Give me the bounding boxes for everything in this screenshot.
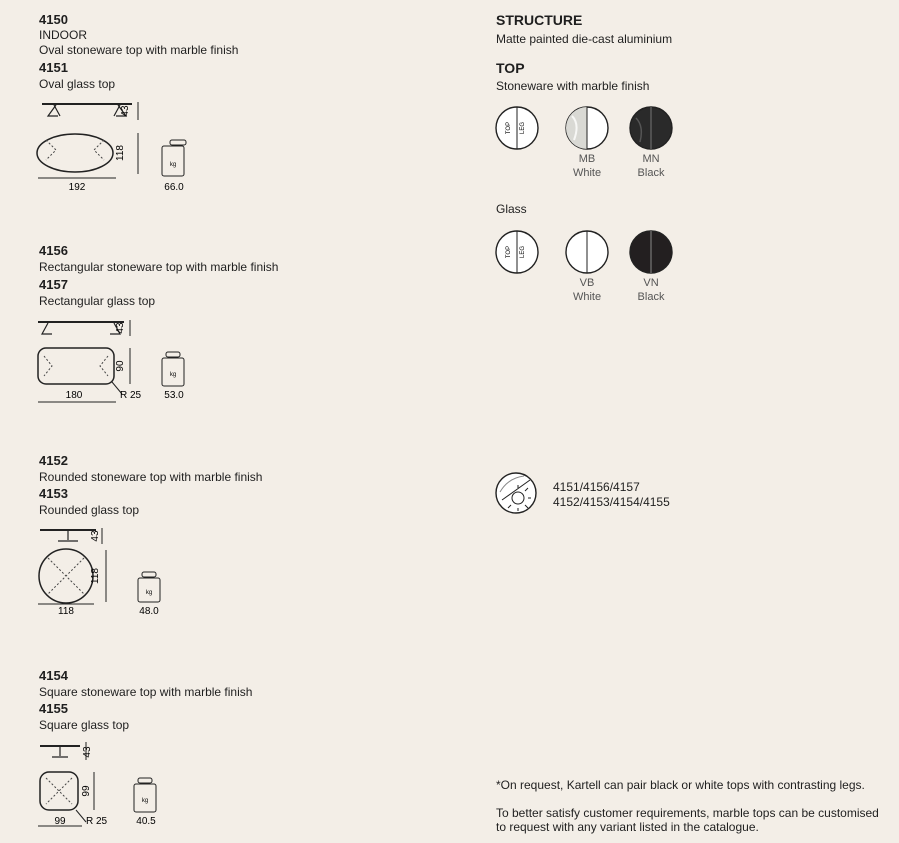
round-table-drawing	[34, 524, 184, 620]
top-title: TOP	[496, 60, 525, 76]
product-description: Square stoneware top with marble finish	[39, 685, 253, 699]
stoneware-label: Stoneware with marble finish	[496, 79, 650, 93]
rectangular-table-drawing	[34, 316, 204, 404]
svg-text:kg: kg	[169, 372, 177, 378]
radius-leader	[76, 810, 86, 822]
outdoor-sun-icon	[494, 470, 540, 516]
glass-swatches	[494, 228, 694, 308]
table-top-view	[37, 134, 113, 172]
table-top-view	[40, 772, 78, 810]
note-contrasting-legs: *On request, Kartell can pair black or white tops with contrasting legs.	[496, 778, 865, 792]
svg-text:kg: kg	[141, 798, 149, 804]
outdoor-codes-line2: 4152/4153/4154/4155	[553, 495, 670, 509]
height-label: 43	[90, 530, 101, 542]
height-label: 43	[119, 105, 131, 117]
swatch-code: VB	[579, 277, 595, 289]
swatch-name: White	[572, 167, 602, 179]
weight-label: 66.0	[164, 182, 184, 193]
weight-label: 53.0	[164, 390, 184, 401]
depth-label: 90	[115, 360, 126, 372]
product-code: 4150	[39, 12, 68, 27]
note-customisation-line1: To better satisfy customer requirements, marble tops can be customised	[496, 806, 879, 820]
product-code: 4154	[39, 668, 68, 683]
glass-label: Glass	[496, 202, 527, 216]
weight-label: 48.0	[139, 606, 159, 617]
product-description: Rectangular stoneware top with marble finish	[39, 260, 279, 274]
note-customisation-line2: to request with any variant listed in the catalogue.	[496, 820, 759, 834]
table-side-view	[40, 746, 80, 757]
product-description: Square glass top	[39, 718, 130, 732]
radius-label: R 25	[86, 816, 108, 827]
depth-label: 99	[81, 785, 92, 797]
swatch-name: Black	[637, 291, 665, 303]
svg-text:TOP: TOP	[506, 245, 512, 259]
width-label: 192	[68, 182, 86, 193]
structure-text: Matte painted die-cast aluminium	[496, 32, 673, 46]
weight-icon	[138, 572, 160, 602]
svg-text:TOP: TOP	[506, 121, 512, 135]
product-description: Rounded glass top	[39, 503, 140, 517]
swatch-mb	[566, 107, 608, 149]
product-description: Oval stoneware top with marble finish	[39, 43, 239, 57]
stoneware-swatches	[494, 104, 694, 184]
radius-label: R 25	[120, 390, 142, 401]
product-code: 4155	[39, 701, 68, 716]
table-side-view	[42, 104, 132, 116]
product-code: 4152	[39, 453, 68, 468]
height-label: 43	[115, 322, 126, 334]
top-leg-diagram	[496, 107, 538, 149]
swatch-code: MB	[578, 153, 596, 165]
depth-label: 118	[90, 568, 101, 584]
square-table-drawing	[34, 738, 184, 830]
swatch-vn	[630, 231, 672, 273]
product-description: Rounded stoneware top with marble finish	[39, 470, 263, 484]
swatch-name: White	[572, 291, 602, 303]
table-top-view	[39, 549, 93, 603]
table-side-view	[40, 530, 96, 541]
table-side-view	[38, 322, 124, 334]
table-top-view	[38, 348, 114, 384]
product-code: 4157	[39, 277, 68, 292]
product-environment: INDOOR	[39, 28, 87, 42]
oval-table-drawing	[34, 98, 204, 194]
swatch-mn	[630, 107, 672, 149]
weight-icon	[162, 352, 184, 386]
width-label: 118	[58, 606, 74, 617]
product-description: Rectangular glass top	[39, 294, 156, 308]
height-label: 43	[82, 746, 93, 758]
swatch-code: MN	[642, 153, 660, 165]
svg-text:LEG: LEG	[520, 121, 526, 135]
outdoor-codes-line1: 4151/4156/4157	[553, 480, 640, 494]
weight-label: 40.5	[136, 816, 156, 827]
product-code: 4156	[39, 243, 68, 258]
product-code: 4151	[39, 60, 68, 75]
svg-text:kg: kg	[145, 590, 153, 596]
svg-text:LEG: LEG	[520, 245, 526, 259]
width-label: 99	[54, 816, 66, 827]
width-label: 180	[65, 390, 83, 401]
swatch-code: VN	[643, 277, 659, 289]
svg-text:kg: kg	[169, 162, 177, 168]
top-leg-diagram	[496, 231, 538, 273]
depth-label: 118	[115, 145, 126, 161]
weight-icon	[134, 778, 156, 812]
weight-icon	[162, 140, 186, 176]
product-code: 4153	[39, 486, 68, 501]
structure-title: STRUCTURE	[496, 12, 583, 28]
swatch-vb	[566, 231, 608, 273]
swatch-name: Black	[637, 167, 665, 179]
product-description: Oval glass top	[39, 77, 116, 91]
